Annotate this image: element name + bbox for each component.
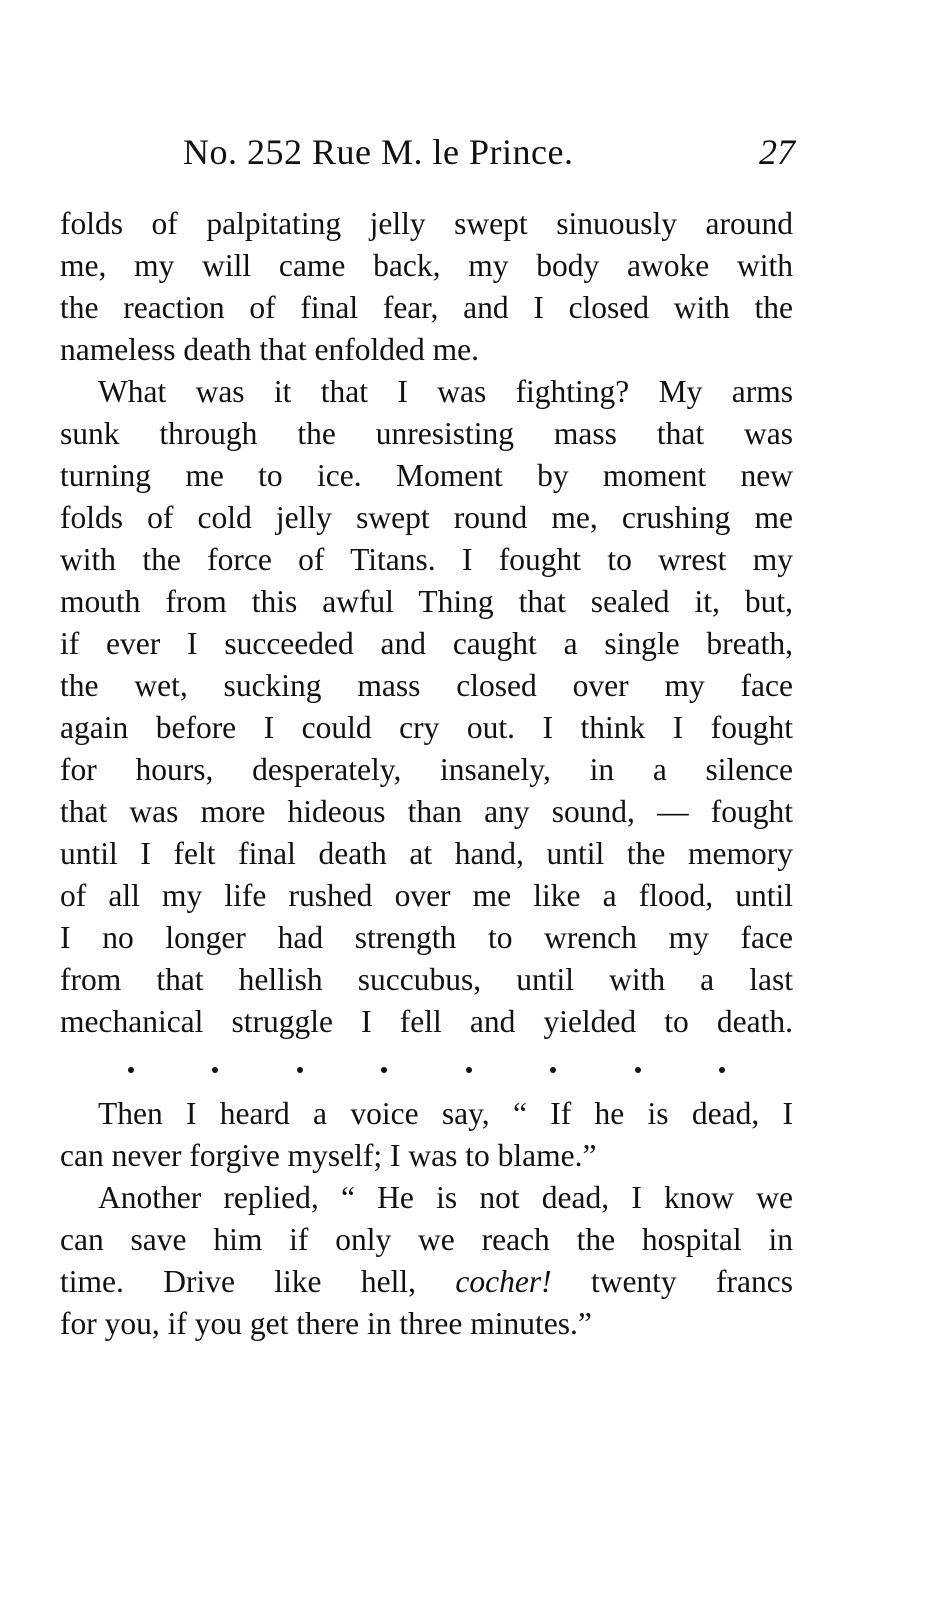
page-header <box>60 122 795 182</box>
text-line: sunk through the unresisting mass that was <box>60 416 793 451</box>
text-line: I no longer had strength to wrench my face <box>60 920 793 955</box>
text-line: the wet, sucking mass closed over my face <box>60 668 793 703</box>
paragraph-2 <box>60 371 793 1043</box>
text-line: if ever I succeeded and caught a single breath, <box>60 626 793 661</box>
paragraph-3 <box>60 1093 793 1177</box>
page-number: 27 <box>759 132 795 172</box>
text-line: can save him if only we reach the hospital in <box>60 1222 793 1257</box>
dot-ornament <box>297 1067 303 1073</box>
dot-ornament <box>635 1067 641 1073</box>
text-line: the reaction of final fear, and I closed with the <box>60 290 793 325</box>
text-line: turning me to ice. Moment by moment new <box>60 458 793 493</box>
text-line: of all my life rushed over me like a flood, until <box>60 878 793 913</box>
section-break-dots <box>60 1043 793 1097</box>
dot-ornament <box>212 1067 218 1073</box>
text-line: What was it that I was fighting? My arms <box>98 374 793 409</box>
text-line: that was more hideous than any sound, — fought <box>60 794 793 829</box>
text-line: folds of cold jelly swept round me, crushing me <box>60 500 793 535</box>
dot-ornament <box>381 1067 387 1073</box>
italic-word: cocher! <box>455 1264 552 1299</box>
text-line: Another replied, “ He is not dead, I know we <box>98 1180 793 1215</box>
text-line: for hours, desperately, insanely, in a silence <box>60 752 793 787</box>
paragraph-1 <box>60 203 793 371</box>
dot-ornament <box>719 1067 725 1073</box>
text-line: from that hellish succubus, until with a last <box>60 962 793 997</box>
text-line: Then I heard a voice say, “ If he is dead, I <box>98 1096 793 1131</box>
body-text <box>60 203 793 1345</box>
text-line: folds of palpitating jelly swept sinuously around <box>60 206 793 241</box>
text-fragment: twenty francs <box>551 1264 793 1299</box>
text-line: until I felt final death at hand, until the memory <box>60 836 793 871</box>
dot-ornament <box>550 1067 556 1073</box>
text-line-with-italic <box>60 1261 793 1303</box>
dot-ornament <box>466 1067 472 1073</box>
text-line: for you, if you get there in three minutes.” <box>60 1306 592 1341</box>
text-line: can never forgive myself; I was to blame.” <box>60 1138 597 1173</box>
dot-ornament <box>128 1067 134 1073</box>
text-line: nameless death that enfolded me. <box>60 332 479 367</box>
text-fragment: time. Drive like hell, <box>60 1264 456 1299</box>
text-line: mechanical struggle I fell and yielded to death. <box>60 1004 793 1039</box>
text-line: again before I could cry out. I think I fought <box>60 710 793 745</box>
text-line: me, my will came back, my body awoke with <box>60 248 793 283</box>
text-line: mouth from this awful Thing that sealed it, but, <box>60 584 793 619</box>
text-line: with the force of Titans. I fought to wrest my <box>60 542 793 577</box>
running-title: No. 252 Rue M. le Prince. <box>183 132 574 172</box>
paragraph-4 <box>60 1177 793 1345</box>
